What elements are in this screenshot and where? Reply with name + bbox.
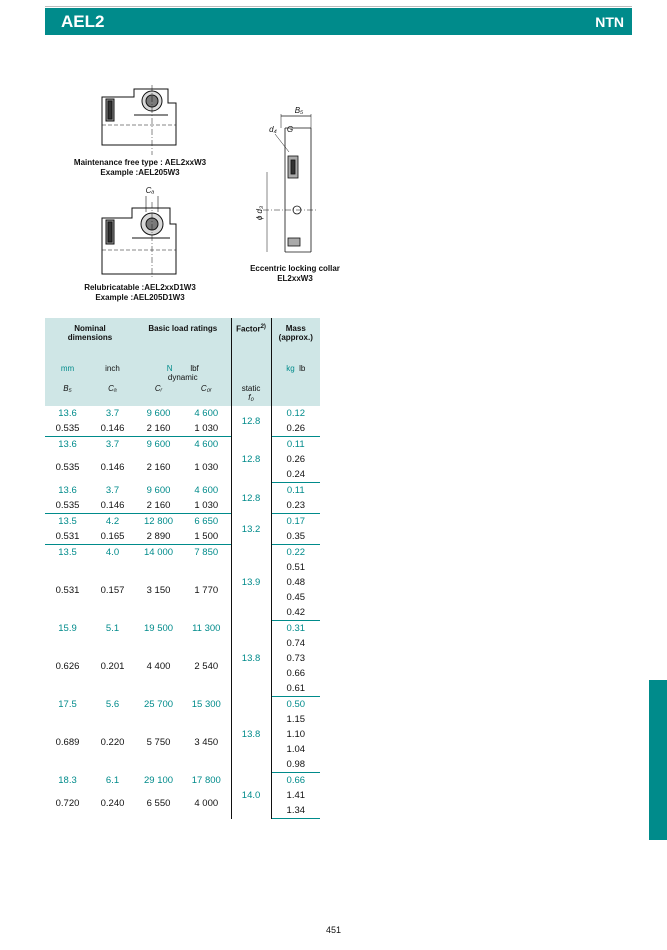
spec-table (45, 318, 320, 819)
cell-cr-n: 19 500 (143, 622, 174, 634)
collar-dim-g: G (286, 125, 294, 134)
cell-cr-lbf: 5 750 (146, 736, 171, 748)
maintenance-free-caption-line2: Example :AEL205W3 (100, 168, 180, 177)
cell-mass: 0.98 (271, 757, 320, 773)
cell-cor-lbf: 1 030 (182, 498, 231, 514)
header-factor (231, 318, 271, 364)
cell-cor-lbf: 4 000 (194, 797, 219, 809)
cell-factor: 13.8 (231, 621, 271, 697)
cell-in-ca: 0.165 (90, 529, 135, 545)
cell-cor-n: 17 800 (191, 774, 221, 786)
header-sym-mass (271, 384, 320, 406)
cell-mm-ca: 3.7 (105, 484, 120, 496)
header-load-ratings: Basic load ratings (135, 318, 231, 364)
cell-mass: 0.74 (286, 638, 306, 649)
header-bar (45, 8, 632, 35)
header-rule (45, 6, 632, 7)
header-unit-inch: inch (90, 364, 135, 384)
collar-dim-d4: d₄ (269, 125, 277, 134)
cell-mm-ca: 5.6 (105, 698, 120, 710)
cell-factor: 13.2 (231, 514, 271, 545)
header-sym-f0 (231, 384, 271, 406)
cell-in-ca: 0.201 (100, 660, 125, 672)
cell-in-b5: 0.535 (45, 421, 90, 437)
header-mass: Mass (approx.) (271, 318, 320, 364)
maintenance-free-caption-line1: Maintenance free type : AEL2xxW3 (73, 158, 207, 167)
header-unit-mm: mm (45, 364, 90, 384)
cell-cor-lbf: 1 770 (194, 584, 219, 596)
cell-mm-ca: 4.2 (105, 516, 120, 527)
cell-in-ca: 0.146 (90, 421, 135, 437)
table-row (45, 514, 320, 530)
header-factor-text: Factor (236, 324, 261, 334)
table-row (45, 406, 320, 421)
cell-cr-lbf: 2 160 (146, 461, 171, 473)
maintenance-free-bearing-drawing (92, 85, 182, 155)
cell-mm-b5: 13.5 (58, 547, 77, 558)
page-title: AEL2 (61, 12, 105, 31)
page-number: 451 (325, 925, 342, 935)
cell-in-b5: 0.531 (55, 584, 80, 596)
collar-dim-b5: B₅ (294, 106, 304, 115)
cell-cor-lbf: 1 030 (182, 421, 231, 437)
relubricatable-caption-line1: Relubricatable :AEL2xxD1W3 (84, 283, 196, 292)
cell-mass: 0.66 (286, 775, 306, 786)
table-row (45, 529, 320, 545)
cell-in-ca: 0.240 (100, 797, 125, 809)
cell-cor-n: 7 850 (194, 547, 219, 558)
relubricatable-bearing-drawing (92, 196, 182, 278)
cell-cor-n: 15 300 (191, 698, 221, 710)
cell-factor: 12.8 (231, 483, 271, 514)
cell-mm-b5: 18.3 (58, 774, 77, 786)
cell-mass: 0.61 (271, 681, 320, 697)
cell-mass: 0.73 (286, 653, 306, 664)
cell-cr-n: 25 700 (143, 698, 174, 710)
cell-mass: 1.04 (286, 744, 306, 755)
cell-mass: 0.26 (286, 454, 306, 465)
cell-cor-n: 6 650 (194, 516, 219, 527)
header-static: static (241, 384, 261, 393)
cell-in-b5: 0.535 (55, 461, 80, 473)
cell-cor-lbf: 1 500 (182, 529, 231, 545)
cell-cr-n: 14 000 (143, 547, 174, 558)
cell-in-b5: 0.626 (55, 660, 80, 672)
cell-mm-b5: 13.6 (58, 408, 77, 419)
cell-in-b5: 0.531 (45, 529, 90, 545)
header-unit-mass (271, 364, 320, 384)
header-sym-f0-text: f₀ (248, 393, 254, 402)
collar-caption (220, 264, 370, 284)
cell-cr-n: 9 600 (146, 484, 171, 496)
header-factor-sup: 2) (260, 324, 266, 330)
relubricatable-caption (40, 283, 240, 303)
cell-mm-b5: 13.6 (58, 484, 77, 496)
cell-mm-b5: 13.5 (58, 516, 77, 527)
cell-mass: 1.41 (286, 790, 306, 801)
cell-cr-n: 29 100 (143, 774, 174, 786)
table-row (45, 421, 320, 437)
cell-cr-n: 9 600 (146, 439, 171, 450)
cell-mass: 0.50 (286, 699, 306, 710)
cell-mass: 0.48 (286, 577, 306, 588)
side-tab (649, 680, 667, 840)
cell-mm-ca: 6.1 (105, 774, 120, 786)
table-row (45, 636, 320, 651)
cell-factor: 12.8 (231, 437, 271, 483)
header-sym-cor: C₀ᵣ (182, 384, 231, 406)
cell-mass: 0.35 (271, 529, 320, 545)
cell-factor: 13.9 (231, 545, 271, 621)
cell-in-ca: 0.220 (100, 736, 125, 748)
cell-cr-lbf: 6 550 (146, 797, 171, 809)
spec-table-body (45, 406, 320, 819)
cell-mass: 0.24 (271, 467, 320, 483)
table-row (45, 545, 320, 561)
header-unit-kg: kg (286, 364, 295, 373)
cell-mass: 0.22 (286, 547, 306, 558)
cell-mass: 0.11 (286, 485, 305, 496)
table-row (45, 483, 320, 499)
cell-cor-lbf: 3 450 (194, 736, 219, 748)
cell-mass: 1.34 (271, 803, 320, 819)
cell-mm-b5: 13.6 (58, 439, 77, 450)
relubricatable-dim-label: Cₐ (145, 186, 155, 195)
cell-mass: 0.45 (286, 592, 306, 603)
cell-mass: 1.15 (286, 714, 306, 725)
cell-mass: 0.51 (286, 562, 306, 573)
collar-caption-line2: EL2xxW3 (277, 274, 313, 283)
table-row (45, 712, 320, 727)
table-row (45, 437, 320, 453)
cell-mass: 1.10 (286, 729, 306, 740)
cell-mass: 0.26 (271, 421, 320, 437)
cell-mass: 0.11 (286, 439, 305, 450)
header-unit-lb: lb (299, 364, 306, 373)
cell-in-b5: 0.535 (45, 498, 90, 514)
cell-cor-n: 4 600 (194, 439, 219, 450)
cell-mm-b5: 15.9 (58, 622, 77, 634)
cell-mm-ca: 3.7 (105, 439, 120, 450)
cell-cr-lbf: 2 160 (135, 421, 182, 437)
brand-logo: NTN (595, 14, 624, 30)
cell-in-ca: 0.157 (100, 584, 125, 596)
cell-cor-lbf: 1 030 (194, 461, 219, 473)
cell-in-b5: 0.720 (55, 797, 80, 809)
collar-dim-d3: ϕ d₃ (255, 205, 264, 221)
header-sym-ca: Cₐ (90, 384, 135, 406)
cell-cor-n: 4 600 (194, 484, 219, 496)
table-row (45, 452, 320, 467)
cell-mass: 0.23 (271, 498, 320, 514)
header-sym-cr: Cᵣ (135, 384, 182, 406)
cell-mass: 0.17 (286, 516, 306, 527)
spec-table-wrapper (45, 318, 320, 819)
maintenance-free-caption (40, 158, 240, 178)
cell-cor-lbf: 2 540 (194, 660, 219, 672)
table-row (45, 697, 320, 713)
header-sym-b5: B₅ (45, 384, 90, 406)
header-unit-lbf: lbf (190, 364, 199, 373)
header-nominal: Nominal dimensions (45, 318, 135, 364)
collar-caption-line1: Eccentric locking collar (250, 264, 340, 273)
cell-cr-lbf: 2 890 (135, 529, 182, 545)
cell-mm-ca: 3.7 (105, 408, 120, 419)
cell-mass: 0.66 (286, 668, 306, 679)
cell-cr-lbf: 2 160 (135, 498, 182, 514)
header-dynamic: dynamic (167, 373, 198, 382)
cell-factor: 12.8 (231, 406, 271, 437)
header-unit-n: N (166, 364, 173, 373)
cell-cr-lbf: 4 400 (146, 660, 171, 672)
cell-in-ca: 0.146 (100, 461, 125, 473)
table-row (45, 788, 320, 803)
table-row (45, 560, 320, 575)
cell-cor-n: 4 600 (194, 408, 219, 419)
table-row (45, 621, 320, 637)
cell-in-b5: 0.689 (55, 736, 80, 748)
relubricatable-caption-line2: Example :AEL205D1W3 (95, 293, 185, 302)
cell-mm-b5: 17.5 (58, 698, 77, 710)
header-unit-load (135, 364, 231, 384)
cell-cr-n: 12 800 (143, 516, 174, 527)
cell-cor-n: 11 300 (192, 622, 221, 634)
cell-mm-ca: 5.1 (105, 622, 120, 634)
cell-mass: 0.42 (271, 605, 320, 621)
cell-factor: 14.0 (231, 773, 271, 819)
cell-mass: 0.31 (286, 623, 306, 634)
cell-factor: 13.8 (231, 697, 271, 773)
cell-mass: 0.12 (286, 408, 306, 419)
cell-in-ca: 0.146 (90, 498, 135, 514)
header-factor-unit (231, 364, 271, 384)
cell-mm-ca: 4.0 (105, 547, 120, 558)
table-row (45, 498, 320, 514)
table-row (45, 773, 320, 789)
cell-cr-n: 9 600 (146, 408, 171, 419)
cell-cr-lbf: 3 150 (146, 584, 171, 596)
